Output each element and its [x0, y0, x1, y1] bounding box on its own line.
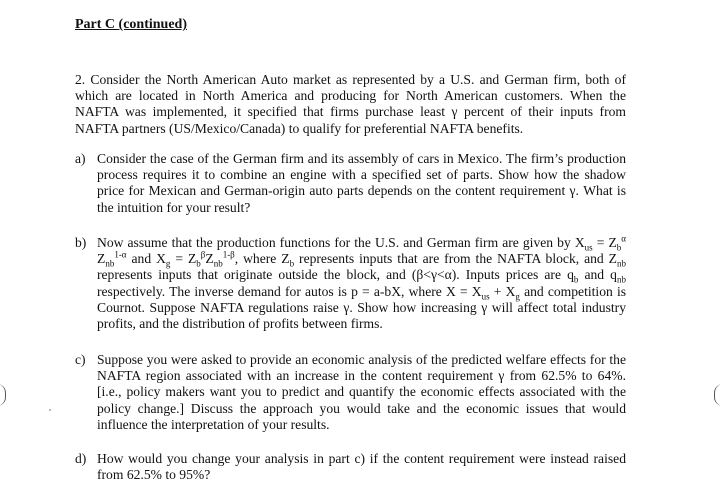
- right-edge-bracket: [714, 384, 720, 406]
- part-a: [75, 151, 626, 216]
- question-text: Consider the North American Auto market as represented by a U.S. and German firm, both of which are located in North America and producing for North American customers. When the NAFTA was implemented, it specified that firms purchase least γ percent of their inputs from NAFTA partners (US/Mexico/Canada) to qualify for preferential NAFTA benefits.: [75, 72, 626, 136]
- part-d-label: d): [75, 451, 87, 466]
- part-a-label: a): [75, 151, 86, 166]
- part-b-label: b): [75, 235, 87, 250]
- part-d: [75, 451, 626, 483]
- part-d-text: How would you change your analysis in part c) if the content requirement were instead raised from 62.5% to 95%?: [97, 451, 626, 483]
- margin-dot: [49, 409, 51, 411]
- part-b-text: Now assume that the production functions for the U.S. and German firm are given by $X_{us} = Z_b^\alpha$ $Z_{nb}^{1-\alpha}$ and $X_g = Z_b^\beta Z_{nb}^{1-\beta}$, where $Z_b$ represents inputs that are from the NAFTA block, and $Z_{nb}$ represents inputs that originate outside the block, and (β<γ<α). Inputs prices are $q_b$ and $q_{nb}$ respectively. The inverse demand for autos is p = a-bX, where $X = X_{us} + X_g$ and competition is Cournot. Suppose NAFTA regulations raise γ. Show how increasing γ will affect total industry profits, and the distribution of profits between firms.: [97, 233, 627, 332]
- left-edge-bracket: [0, 384, 6, 406]
- question-number: 2.: [75, 72, 86, 87]
- part-c-text: Suppose you were asked to provide an economic analysis of the predicted welfare effects for the NAFTA region associated with an increase in the content requirement γ from 62.5% to 64%. [i.e., policy makers want you to predict and quantify the economic effects associated with the policy change.] Discuss the approach you would take and the economic issues that would influence the interpretation of your results.: [97, 352, 626, 432]
- section-heading: Part C (continued): [75, 17, 187, 32]
- question-intro: [75, 72, 626, 137]
- part-a-text: Consider the case of the German firm and its assembly of cars in Mexico. The firm’s production process requires it to combine an engine with a specified set of parts. Show how the shadow price for Mexican and German-origin auto parts depends on the content requirement γ. What is the intuition for your result?: [97, 151, 626, 215]
- part-c: [75, 352, 626, 433]
- part-c-label: c): [75, 352, 86, 367]
- part-b: [75, 235, 626, 332]
